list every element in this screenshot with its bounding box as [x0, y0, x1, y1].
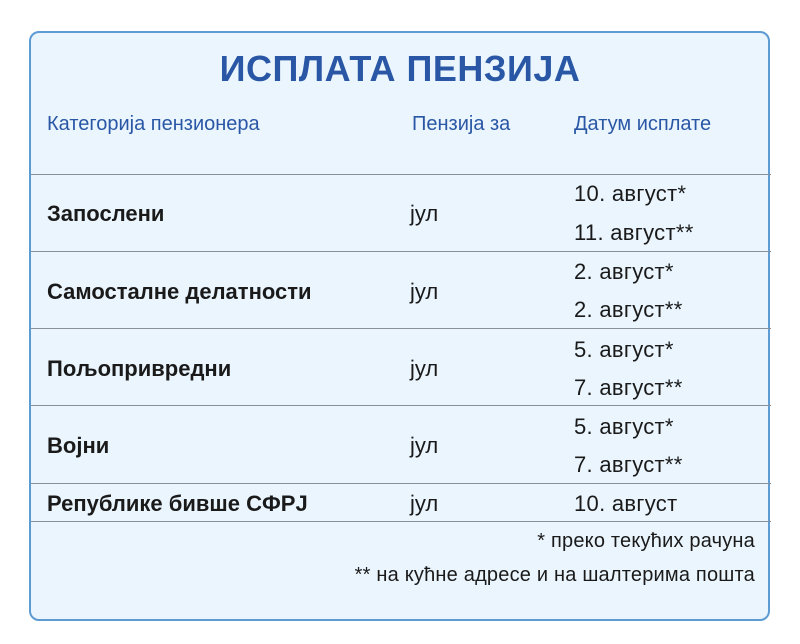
footnote-home-delivery: ** на кућне адресе и на шалтерима пошта: [354, 564, 755, 586]
row-category: Запослени: [47, 201, 165, 226]
row-date: 11. август**: [574, 220, 694, 245]
row-pension-for: јул: [410, 279, 439, 304]
row-date: 5. август*: [574, 337, 674, 362]
page-title: ИСПЛАТА ПЕНЗИЈА: [219, 48, 581, 89]
divider: [31, 521, 771, 522]
row-date: 10. август: [574, 491, 678, 516]
divider: [31, 483, 771, 484]
row-category: Републике бивше СФРЈ: [47, 491, 308, 516]
footnote-current-account: * преко текућих рачуна: [537, 530, 755, 552]
row-pension-for: јул: [410, 356, 439, 381]
row-category: Војни: [47, 433, 110, 458]
divider: [31, 328, 771, 329]
header-category: Категорија пензионера: [47, 113, 260, 135]
row-date: 7. август**: [574, 375, 683, 400]
header-payment-date: Датум исплате: [574, 113, 712, 135]
row-date: 10. август*: [574, 181, 687, 206]
row-date: 2. август**: [574, 297, 683, 322]
header-pension-for: Пензија за: [412, 113, 511, 135]
row-pension-for: јул: [410, 433, 439, 458]
divider: [31, 174, 771, 175]
row-date: 5. август*: [574, 414, 674, 439]
row-category: Пољопривредни: [47, 356, 232, 381]
row-date: 7. август**: [574, 452, 683, 477]
divider: [31, 405, 771, 406]
row-category: Самосталне делатности: [47, 279, 312, 304]
divider: [31, 251, 771, 252]
row-date: 2. август*: [574, 259, 674, 284]
row-pension-for: јул: [410, 201, 439, 226]
row-pension-for: јул: [410, 491, 439, 516]
